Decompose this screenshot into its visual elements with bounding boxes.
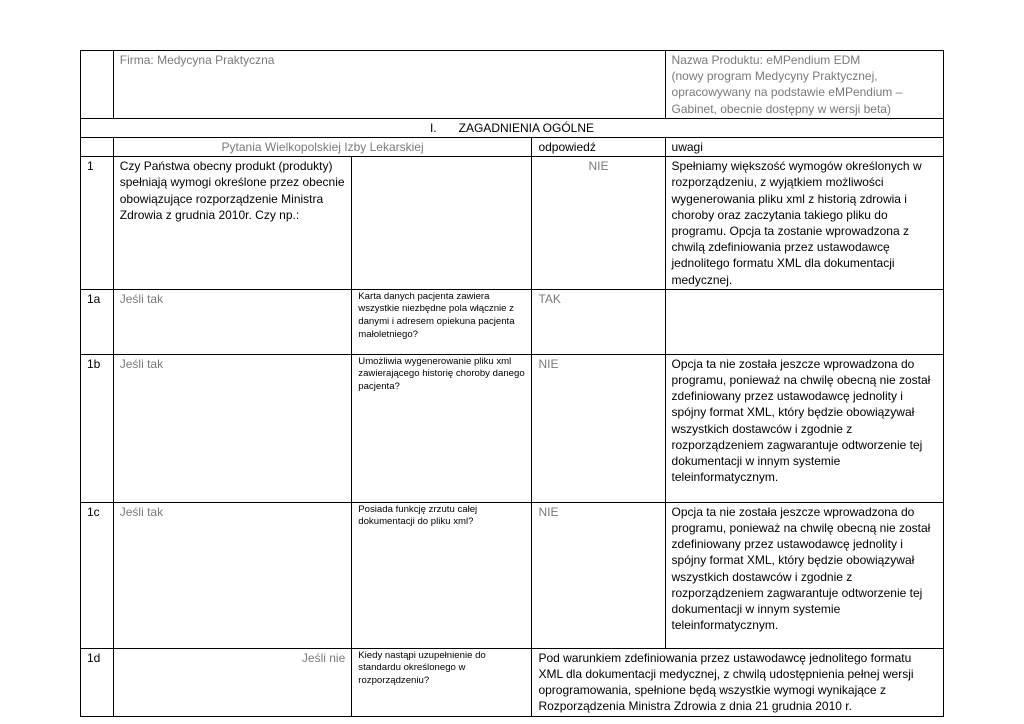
header-row <box>81 51 944 119</box>
table-row <box>81 354 944 502</box>
row-id: 1b <box>81 354 114 502</box>
row-question: Karta danych pacjenta zawiera wszystkie niezbędne pola włącznie z danymi i adresem opiekuna pacjenta małoletniego? <box>352 289 532 354</box>
row-question-detail <box>352 157 532 290</box>
row-remark <box>665 289 943 354</box>
row-condition: Jeśli tak <box>113 289 352 354</box>
row-question: Posiada funkcję zrzutu całej dokumentacji do pliku xml? <box>352 502 532 648</box>
column-header-blank <box>81 138 114 157</box>
product-cell <box>665 51 943 119</box>
row-question: Umożliwia wygenerowanie pliku xml zawierającego historię choroby danego pacjenta? <box>352 354 532 502</box>
row-remark: Pod warunkiem zdefiniowania przez ustawodawcę jednolitego formatu XML dla dokumentacji medycznej, z chwilą udostępnienia pełnej wersji oprogramowania, spełnione będą wszystkie wymogi wynikające z Rozporządzenia Ministra Zdrowia z dnia 21 grudnia 2010 r. <box>532 648 944 716</box>
row-question: Czy Państwa obecny produkt (produkty) spełniają wymogi określone przez obecnie obowiązujące rozporządzenie Ministra Zdrowia z grudnia 2010r. Czy np.: <box>113 157 352 290</box>
header-blank-cell <box>81 51 114 119</box>
row-condition: Jeśli nie <box>113 648 352 716</box>
table-row <box>81 502 944 648</box>
row-id: 1 <box>81 157 114 290</box>
row-condition: Jeśli tak <box>113 354 352 502</box>
row-id: 1c <box>81 502 114 648</box>
section-title: ZAGADNIENIA OGÓLNE <box>458 120 595 135</box>
company-cell <box>113 51 665 119</box>
row-answer: TAK <box>532 289 665 354</box>
column-header-answer: odpowiedź <box>532 138 665 157</box>
table-row <box>81 157 944 290</box>
table-row <box>81 648 944 716</box>
section-number: I. <box>429 120 437 135</box>
row-id: 1d <box>81 648 114 716</box>
column-header-remarks: uwagi <box>665 138 943 157</box>
company-name: Firma: Medycyna Praktyczna <box>119 53 275 67</box>
column-header-questions: Pytania Wielkopolskiej Izby Lekarskiej <box>113 138 532 157</box>
row-remark: Opcja ta nie została jeszcze wprowadzona do programu, ponieważ na chwilę obecną nie został zdefiniowany przez ustawodawcę jednolity i spójny format XML, który będzie obowiązywał wszystkich dostawców i zgodnie z rozporządzeniem zagwarantuje odtworzenie tej dokumentacji w innym systemie teleinformatycznym. <box>665 354 943 502</box>
row-id: 1a <box>81 289 114 354</box>
column-header-row <box>81 138 944 157</box>
row-condition: Jeśli tak <box>113 502 352 648</box>
survey-table <box>80 50 944 717</box>
section-heading <box>81 118 944 137</box>
section-row <box>81 118 944 137</box>
table-row <box>81 289 944 354</box>
product-description: (nowy program Medycyny Praktycznej, opracowywany na podstawie eMPendium – Gabinet, obecnie dostępny w wersji beta) <box>671 69 903 116</box>
product-name: Nazwa Produktu: eMPendium EDM <box>671 53 861 67</box>
row-remark: Opcja ta nie została jeszcze wprowadzona do programu, ponieważ na chwilę obecną nie został zdefiniowany przez ustawodawcę jednolity i spójny format XML, który będzie obowiązywał wszystkich dostawców i zgodnie z rozporządzeniem zagwarantuje odtworzenie tej dokumentacji w innym systemie teleinformatycznym. <box>665 502 943 648</box>
row-remark: Spełniamy większość wymogów określonych w rozporządzeniu, z wyjątkiem możliwości wygenerowania pliku xml z historią zdrowia i choroby oraz zaczytania takiego pliku do programu. Opcja ta zostanie wprowadzona z chwilą zdefiniowania przez ustawodawcę jednolitego formatu XML dla dokumentacji medycznej. <box>665 157 943 290</box>
row-answer: NIE <box>532 157 665 290</box>
row-question: Kiedy nastąpi uzupełnienie do standardu określonego w rozporządzeniu? <box>352 648 532 716</box>
row-answer: NIE <box>532 354 665 502</box>
row-answer: NIE <box>532 502 665 648</box>
